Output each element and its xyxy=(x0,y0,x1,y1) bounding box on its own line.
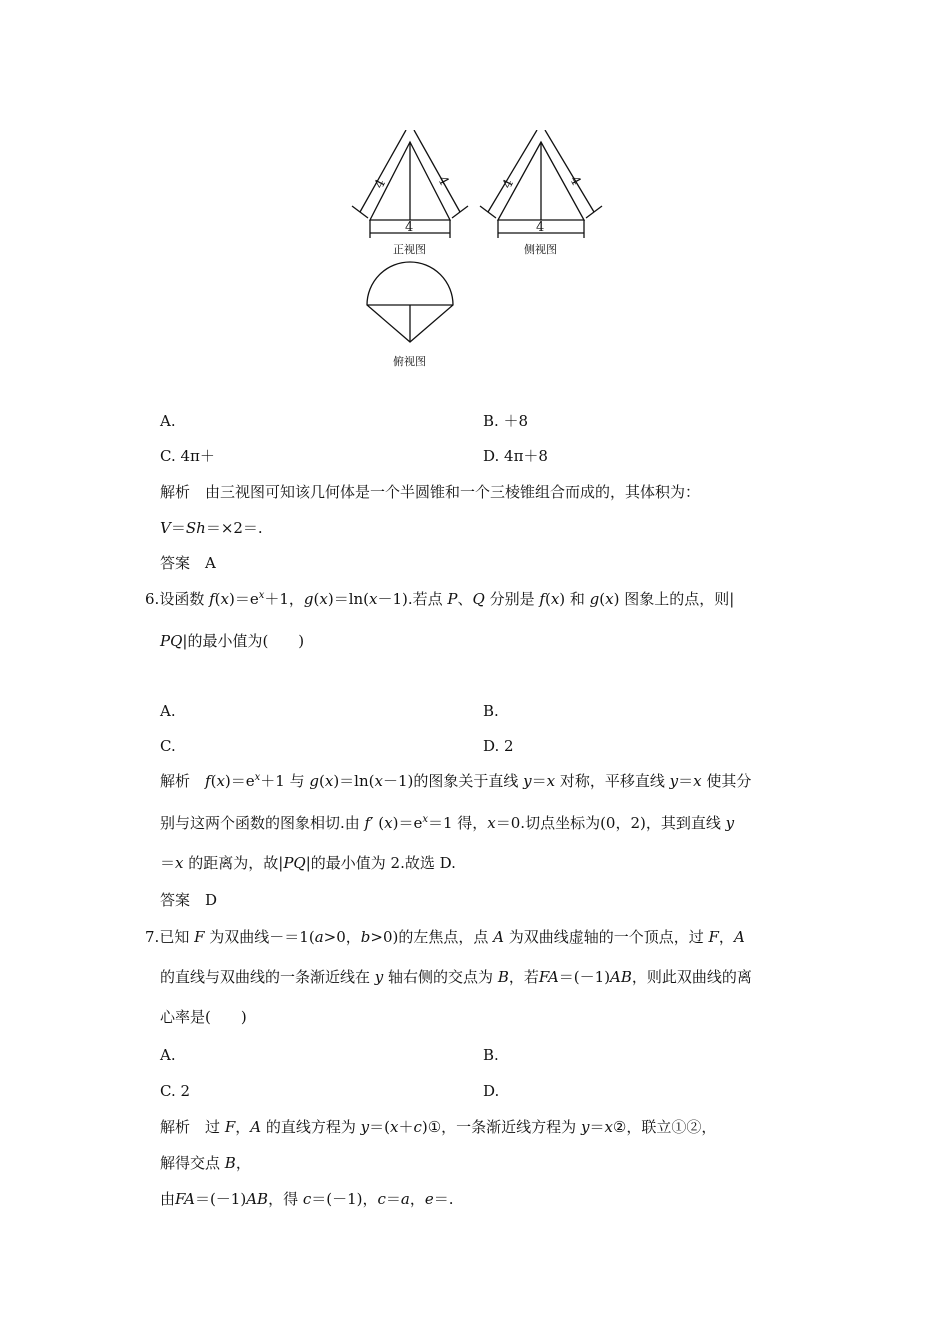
side-dim-bottom: 4 xyxy=(536,220,545,235)
q6-question-line-2: PQ|的最小值为( ) xyxy=(160,632,305,650)
front-dim-right: 4 xyxy=(434,173,452,189)
q6-analysis-line-2: 别与这两个函数的图象相切.由 f′ $(x)=e^x=1$ 得，x＝0.切点坐标为(0，2)，其到直线 y xyxy=(160,814,735,832)
q7-analysis-line-1: 解析 过 F，A 的直线方程为 y＝(x＋c)①，一条渐近线方程为 y＝x②，联立①②， xyxy=(160,1118,717,1136)
q5-option-b: B. ＋8 xyxy=(483,412,529,430)
front-dim-left: 4 xyxy=(371,176,390,192)
q6-option-d: D. 2 xyxy=(483,737,514,755)
side-dim-right: 4 xyxy=(566,173,584,189)
q7-question-line-1: 7.已知 F 为双曲线－＝1(a>0，b>0)的左焦点，点 A 为双曲线虚轴的一个顶点，过 F，A xyxy=(145,928,745,946)
analysis-label: 解析 xyxy=(160,483,191,501)
q6-question-line-1: 6.设函数 $f(x)=e^x+1$，g(x)＝ln(x－1).若点 P、Q 分别是 f(x) 和 g(x) 图象上的点，则| xyxy=(145,590,735,608)
q7-option-a: A. xyxy=(160,1046,176,1064)
front-dim-bottom: 4 xyxy=(405,220,414,235)
q7-question-line-2: 的直线与双曲线的一条渐近线在 y 轴右侧的交点为 B，若FA＝(－1)AB，则此双曲线的离 xyxy=(160,968,752,986)
q6-option-b: B. xyxy=(483,702,499,720)
q6-option-c: C. xyxy=(160,737,176,755)
q7-option-b: B. xyxy=(483,1046,499,1064)
side-dim-left: 4 xyxy=(499,176,518,192)
q7-analysis-line-2: 解得交点 B， xyxy=(160,1154,251,1172)
q7-question-line-3: 心率是( ) xyxy=(160,1008,247,1026)
q6-answer: 答案 D xyxy=(160,891,218,909)
q6-option-a: A. xyxy=(160,702,176,720)
q5-answer: 答案 A xyxy=(160,554,216,572)
top-view-caption: 俯视图 xyxy=(393,355,426,368)
q7-option-c: C. 2 xyxy=(160,1082,191,1100)
q5-option-a: A. xyxy=(160,412,176,430)
q7-option-d: D. xyxy=(483,1082,500,1100)
q5-option-c: C. 4π＋ xyxy=(160,447,215,465)
front-view-caption: 正视图 xyxy=(393,243,426,256)
q7-analysis-line-3: 由FA＝(－1)AB，得 c＝(－1)，c＝a，e＝. xyxy=(160,1190,454,1208)
q6-analysis-line-3: ＝x 的距离为，故|PQ|的最小值为 2.故选 D. xyxy=(160,854,456,872)
three-view-figure xyxy=(340,130,620,380)
q5-option-d: D. 4π＋8 xyxy=(483,447,548,465)
q6-analysis-line-1: 解析 $f(x)=e^x+1$ 与 g(x)＝ln(x－1)的图象关于直线 y＝x 对称，平移直线 y＝x 使其分 xyxy=(160,772,752,790)
q5-analysis: 解析 由三视图可知该几何体是一个半圆锥和一个三棱锥组合而成的，其体积为： xyxy=(160,483,701,501)
side-view-caption: 侧视图 xyxy=(524,243,557,256)
q5-formula: V＝Sh＝×2＝. xyxy=(160,519,263,537)
